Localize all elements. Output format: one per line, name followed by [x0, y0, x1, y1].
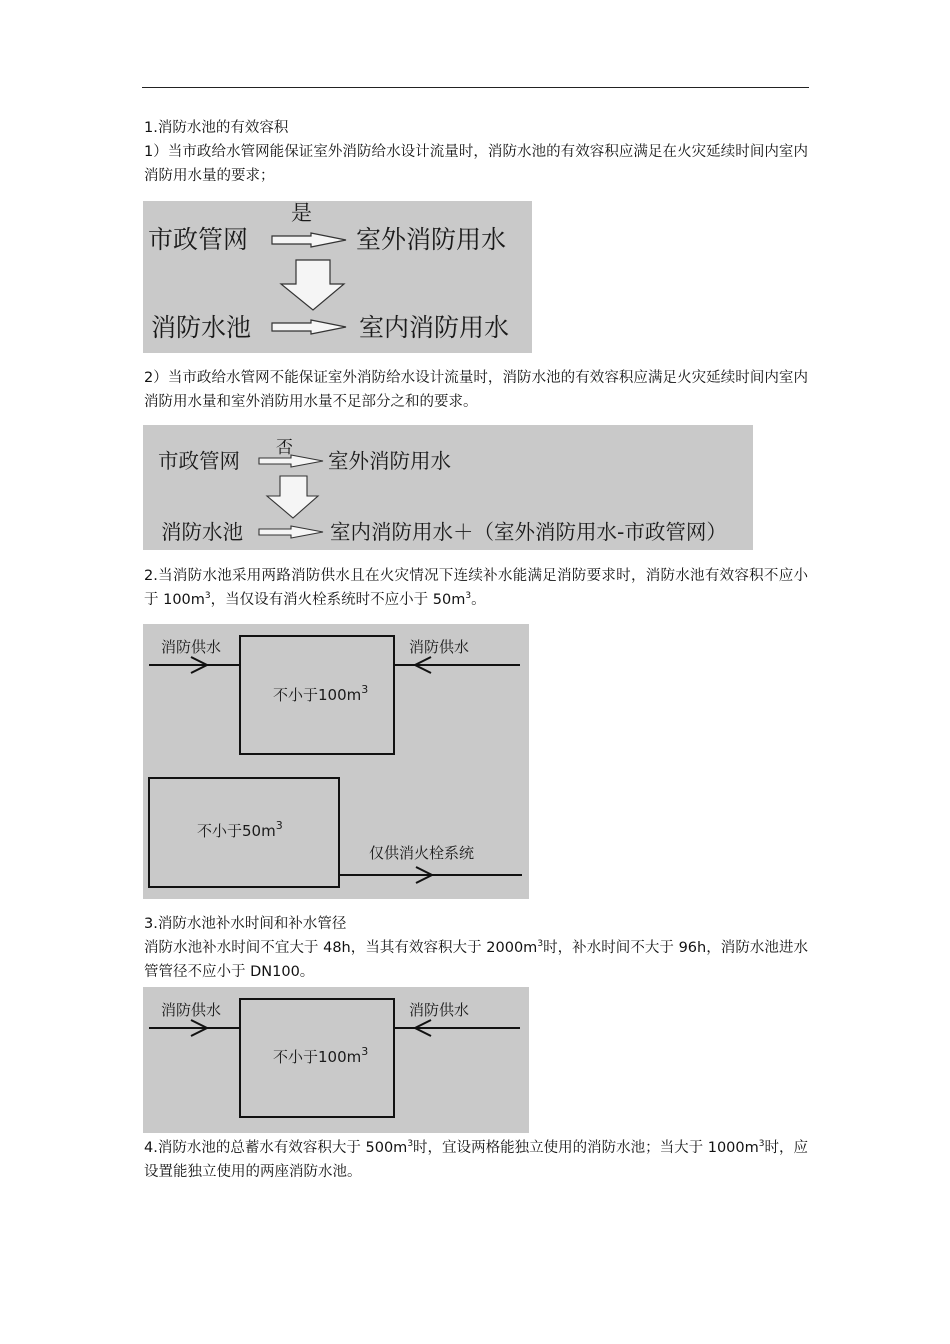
section1-heading: 1.消防水池的有效容积 — [144, 120, 289, 136]
pool-box-100-label: 不小于$100m^3$ — [273, 1045, 369, 1066]
right-arrow-icon — [272, 233, 346, 247]
left-supply-label: 消防供水 — [161, 1001, 222, 1019]
section4-sup2: 3 — [758, 1139, 765, 1149]
header-rule — [142, 87, 809, 88]
section4-text — [144, 1137, 808, 1184]
section2-text-part2: ，当仅设有消火栓系统时不应小于 50m — [210, 591, 466, 608]
down-arrow-icon — [281, 260, 344, 310]
pool-box-50-label: 不小于$50m^3$ — [197, 819, 283, 840]
right-supply-label: 消防供水 — [409, 638, 470, 656]
section3-sup1: 3 — [537, 939, 544, 949]
section4-text-part3: 时，应设置能独立使用的两座消防水池。 — [144, 1140, 809, 1180]
diagram2-top-right: 室外消防用水 — [328, 449, 451, 473]
inlet-arrow-icon — [394, 1020, 520, 1036]
outlet-arrow-icon — [339, 867, 522, 883]
section2-sup2: 3 — [465, 590, 472, 601]
section4-text-part1: 4.消防水池的总蓄水有效容积大于 500m — [144, 1140, 408, 1156]
section3-text-part1: 消防水池补水时间不宜大于 48h，当其有效容积大于 2000m — [144, 940, 538, 956]
section4-text-part2: 时，宜设两格能独立使用的消防水池；当大于 1000m — [413, 1140, 759, 1156]
section4-sup1: 3 — [407, 1139, 414, 1149]
diagram1-top-left: 市政管网 — [148, 225, 249, 254]
pool-box-100-label: 不小于$100m^3$ — [273, 683, 369, 704]
inlet-arrow-icon — [149, 657, 240, 673]
right-arrow-icon — [272, 320, 346, 334]
diagram1-bottom-left: 消防水池 — [151, 313, 252, 342]
diagram-two-supply-pool — [143, 624, 529, 899]
right-supply-label: 消防供水 — [409, 1001, 470, 1019]
outlet-label: 仅供消火栓系统 — [369, 844, 475, 862]
diagram1-bottom-right: 室内消防用水 — [359, 313, 510, 342]
right-arrow-icon — [259, 455, 323, 467]
inlet-arrow-icon — [394, 657, 520, 673]
diagram-supply-pool-100 — [143, 987, 529, 1133]
diagram1-arrow-label: 是 — [291, 201, 312, 225]
inlet-arrow-icon — [149, 1020, 240, 1036]
diagram2-top-left: 市政管网 — [158, 449, 240, 473]
diagram-municipal-no — [143, 425, 753, 550]
diagram1-top-right: 室外消防用水 — [356, 225, 507, 254]
section2-text-part1: 2.当消防水池采用两路消防供水且在火灾情况下连续补水能满足消防要求时，消防水池有效容积不应小于 100m — [144, 568, 808, 608]
section2-text — [144, 565, 808, 612]
right-arrow-icon — [259, 526, 323, 538]
section2-sup1: 3 — [204, 590, 211, 601]
diagram2-bottom-left: 消防水池 — [161, 520, 243, 544]
section3-text — [144, 937, 808, 984]
section1-item1: 1）当市政给水管网能保证室外消防给水设计流量时，消防水池的有效容积应满足在火灾延续时间内室内消防用水量的要求； — [144, 144, 808, 184]
left-supply-label: 消防供水 — [161, 638, 222, 656]
down-arrow-icon — [267, 476, 318, 518]
section3-heading: 3.消防水池补水时间和补水管径 — [144, 916, 347, 932]
section1-item2: 2）当市政给水管网不能保证室外消防给水设计流量时，消防水池的有效容积应满足火灾延续时间内室内消防用水量和室外消防用水量不足部分之和的要求。 — [144, 370, 808, 410]
diagram2-bottom-right: 室内消防用水＋（室外消防用水-市政管网） — [330, 520, 727, 544]
section3-text-part2: 时，补水时间不大于 96h，消防水池进水管管径不应小于 DN100。 — [144, 940, 808, 980]
diagram-municipal-yes — [143, 201, 532, 353]
section2-text-part3: 。 — [471, 591, 486, 608]
diagram2-arrow-label: 否 — [276, 438, 293, 458]
